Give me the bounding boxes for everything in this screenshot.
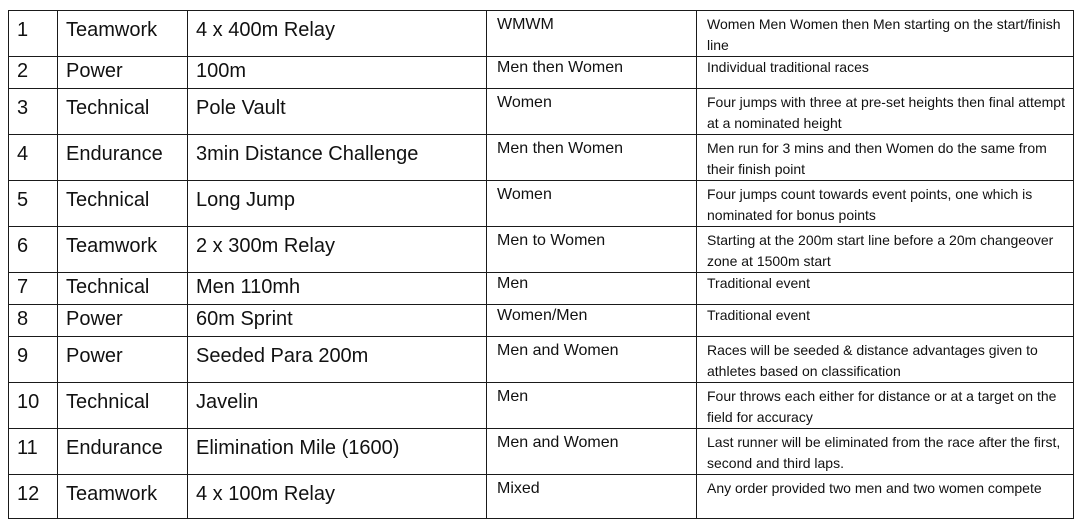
table-row [9,337,1074,383]
event-description: Traditional event [697,273,1074,305]
event-order: Men [487,383,697,429]
event-category: Power [58,305,188,337]
event-category: Teamwork [58,11,188,57]
event-name: 4 x 400m Relay [188,11,487,57]
event-name: 4 x 100m Relay [188,475,487,519]
event-description: Individual traditional races [697,57,1074,89]
event-name: Elimination Mile (1600) [188,429,487,475]
table-row [9,181,1074,227]
event-number: 8 [9,305,58,337]
table-row [9,305,1074,337]
event-name: 2 x 300m Relay [188,227,487,273]
event-number: 10 [9,383,58,429]
event-category: Endurance [58,135,188,181]
event-description: Any order provided two men and two women compete [697,475,1074,519]
event-name: Long Jump [188,181,487,227]
event-category: Teamwork [58,475,188,519]
event-number: 1 [9,11,58,57]
table-row [9,475,1074,519]
event-description: Four jumps with three at pre-set heights then final attempt at a nominated height [697,89,1074,135]
event-description: Starting at the 200m start line before a 20m changeover zone at 1500m start [697,227,1074,273]
event-number: 2 [9,57,58,89]
event-category: Teamwork [58,227,188,273]
table-row [9,429,1074,475]
event-number: 5 [9,181,58,227]
event-name: 3min Distance Challenge [188,135,487,181]
event-number: 12 [9,475,58,519]
event-description: Four throws each either for distance or at a target on the field for accuracy [697,383,1074,429]
table-row [9,227,1074,273]
event-order: Men [487,273,697,305]
event-number: 7 [9,273,58,305]
event-category: Power [58,57,188,89]
event-category: Technical [58,273,188,305]
event-number: 9 [9,337,58,383]
event-category: Technical [58,89,188,135]
event-number: 6 [9,227,58,273]
event-description: Men run for 3 mins and then Women do the same from their finish point [697,135,1074,181]
event-description: Races will be seeded & distance advantages given to athletes based on classification [697,337,1074,383]
event-name: Men 110mh [188,273,487,305]
event-order: Men and Women [487,337,697,383]
event-description: Women Men Women then Men starting on the start/finish line [697,11,1074,57]
events-table [8,10,1074,519]
event-description: Four jumps count towards event points, one which is nominated for bonus points [697,181,1074,227]
event-name: 100m [188,57,487,89]
table-row [9,57,1074,89]
event-name: Javelin [188,383,487,429]
event-category: Technical [58,181,188,227]
table-row [9,89,1074,135]
event-number: 3 [9,89,58,135]
event-order: Men then Women [487,57,697,89]
event-name: Pole Vault [188,89,487,135]
table-row [9,273,1074,305]
event-order: Women/Men [487,305,697,337]
event-description: Traditional event [697,305,1074,337]
event-number: 11 [9,429,58,475]
event-order: Men to Women [487,227,697,273]
table-row [9,383,1074,429]
event-category: Endurance [58,429,188,475]
event-order: Women [487,89,697,135]
event-name: Seeded Para 200m [188,337,487,383]
event-number: 4 [9,135,58,181]
event-order: Mixed [487,475,697,519]
event-order: Women [487,181,697,227]
table-row [9,11,1074,57]
event-order: Men then Women [487,135,697,181]
event-description: Last runner will be eliminated from the race after the first, second and third laps. [697,429,1074,475]
event-order: WMWM [487,11,697,57]
event-category: Technical [58,383,188,429]
event-order: Men and Women [487,429,697,475]
event-name: 60m Sprint [188,305,487,337]
event-category: Power [58,337,188,383]
table-row [9,135,1074,181]
